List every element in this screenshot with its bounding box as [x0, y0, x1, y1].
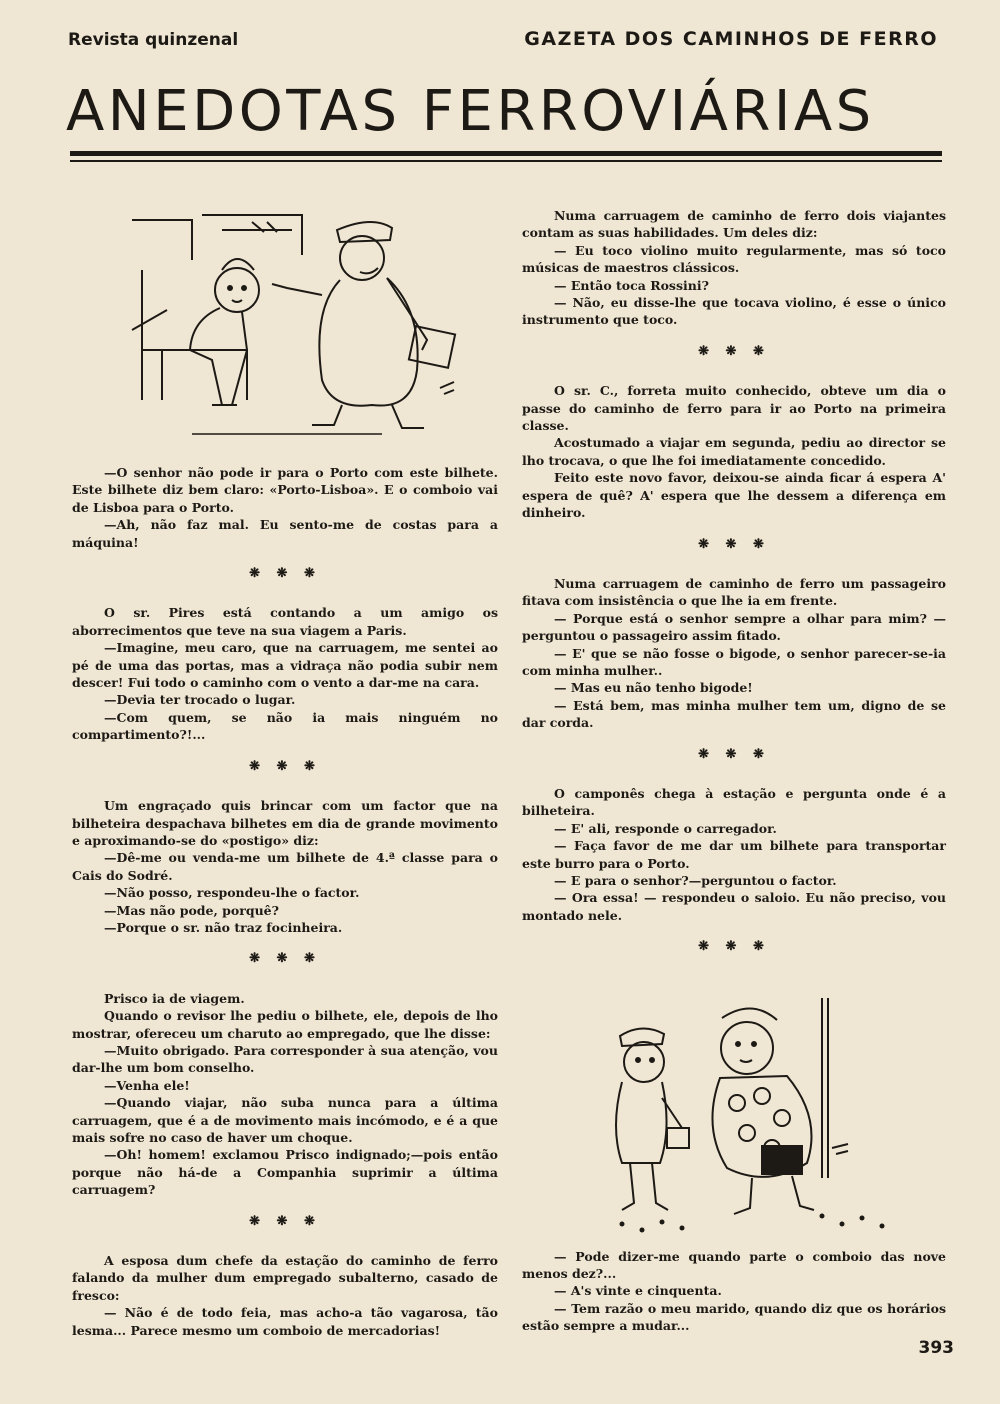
- separator: ❋ ❋ ❋: [698, 746, 770, 762]
- r-anecdote-1-para-1: Numa carruagem de caminho de ferro dois viajantes contam as suas habilidades. Um deles diz:: [522, 208, 946, 241]
- separator: ❋ ❋ ❋: [249, 1213, 321, 1229]
- r-anecdote-1-para-2: — Eu toco violino muito regularmente, mas só toco músicas de maestros clássicos.: [522, 242, 946, 276]
- anecdote-3-para-2: —Dê-me ou venda-me um bilhete de 4.ª classe para o Cais do Sodré.: [72, 850, 498, 883]
- r-anecdote-2-para-2: Acostumado a viajar em segunda, pediu ao director se lho trocava, o que lhe foi imediatamente concedido.: [522, 435, 946, 468]
- anecdote-2-para-4: —Com quem, se não ia mais ninguém no compartimento?!...: [72, 709, 498, 743]
- anecdote-3-para-4: —Mas não pode, porquê?: [104, 902, 279, 918]
- anecdote-4-para-3: —Muito obrigado. Para corresponder à sua atenção, vou dar-lhe um bom conselho.: [72, 1042, 498, 1076]
- cartoon-lady-conductor-illustration: [522, 978, 946, 1238]
- anecdote-3-para-1: Um engraçado quis brincar com um factor que na bilheteira despachava bilhetes em dia de grande movimento e aproximando-se do «postigo» diz:: [72, 798, 498, 848]
- anecdote-1-para-2: —Ah, não faz mal. Eu sento-me de costas para a máquina!: [72, 517, 498, 550]
- r-anecdote-4-para-2: — E' ali, responde o carregador.: [554, 820, 777, 836]
- anecdote-2-para-3: —Devia ter trocado o lugar.: [104, 692, 296, 708]
- anecdote-5-para-2: — Não é de todo feia, mas acho-a tão vagarosa, tão lesma... Parece mesmo um comboio de mercadorias!: [72, 1305, 498, 1338]
- page-title: ANEDOTAS FERROVIÁRIAS: [66, 79, 875, 144]
- separator: ❋ ❋ ❋: [698, 939, 770, 955]
- separator: ❋ ❋ ❋: [249, 758, 321, 774]
- r-anecdote-3-para-5: — Está bem, mas minha mulher tem um, digno de se dar corda.: [522, 697, 946, 731]
- cartoon-conductor-illustration: [72, 200, 498, 450]
- r-anecdote-3-para-3: — E' que se não fosse o bigode, o senhor parecer-se-ia com minha mulher..: [522, 645, 946, 678]
- r-anecdote-4-para-3: — Faça favor de me dar um bilhete para transportar este burro para o Porto.: [522, 838, 946, 871]
- anecdote-1-para-1: —O senhor não pode ir para o Porto com este bilhete. Este bilhete diz bem claro: «Porto-Lisboa». E o comboio vai de Lisboa para o Porto.: [72, 465, 498, 515]
- r-anecdote-3-para-2: — Porque está o senhor sempre a olhar para mim? — perguntou o passageiro assim fitado.: [522, 610, 946, 644]
- r-anecdote-3-para-1: Numa carruagem de caminho de ferro um passageiro fitava com insistência o que lhe ia em frente.: [522, 575, 946, 609]
- r-anecdote-1-para-4: — Não, eu disse-lhe que tocava violino, é esse o único instrumento que toco.: [522, 295, 946, 328]
- running-header: [68, 26, 938, 56]
- anecdote-4-para-5: —Quando viajar, não suba nunca para a última carruagem, que é a de movimento mais incómodo, e é a que mais sofre no caso de haver um choque.: [72, 1095, 498, 1145]
- r-anecdote-5-para-2: — A's vinte e cinquenta.: [554, 1283, 722, 1299]
- anecdote-5-para-1: A esposa dum chefe da estação do caminho de ferro falando da mulher dum empregado subalterno, casado de fresco:: [72, 1253, 498, 1303]
- right-column: [522, 207, 946, 1335]
- r-anecdote-2-para-3: Feito este novo favor, deixou-se ainda ficar á espera A' espera de quê? A' espera que lhe dessem a diferença em dinheiro.: [522, 470, 946, 521]
- r-anecdote-1-para-3: — Então toca Rossini?: [554, 277, 709, 293]
- title-rule-thin: [70, 160, 942, 162]
- anecdote-4-para-1: Prisco ia de viagem.: [104, 990, 245, 1006]
- header-right: GAZETA DOS CAMINHOS DE FERRO: [524, 28, 938, 50]
- r-anecdote-5-para-3: — Tem razão o meu marido, quando diz que os horários estão sempre a mudar...: [522, 1300, 946, 1334]
- r-anecdote-4-para-4: — E para o senhor?—perguntou o factor.: [554, 873, 837, 888]
- anecdote-3-para-5: —Porque o sr. não traz focinheira.: [104, 919, 343, 935]
- separator: ❋ ❋ ❋: [698, 343, 770, 359]
- separator: ❋ ❋ ❋: [698, 536, 770, 552]
- r-anecdote-5-para-1: — Pode dizer-me quando parte o comboio das nove menos dez?...: [522, 1248, 946, 1282]
- anecdote-3-para-3: —Não posso, respondeu-lhe o factor.: [104, 885, 360, 901]
- separator: ❋ ❋ ❋: [249, 566, 321, 582]
- left-column: [72, 200, 498, 1339]
- anecdote-4-para-4: —Venha ele!: [104, 1077, 190, 1093]
- r-anecdote-3-para-4: — Mas eu não tenho bigode!: [554, 680, 753, 696]
- anecdote-2-para-1: O sr. Pires está contando a um amigo os aborrecimentos que teve na sua viagem a Paris.: [72, 605, 498, 638]
- r-anecdote-2-para-1: O sr. C., forreta muito conhecido, obteve um dia o passe do caminho de ferro para ir ao Porto na primeira classe.: [522, 383, 946, 434]
- r-anecdote-4-para-5: — Ora essa! — respondeu o saloio. Eu não preciso, vou montado nele.: [522, 890, 946, 923]
- r-anecdote-4-para-1: O camponês chega à estação e pergunta onde é a bilheteira.: [522, 785, 946, 819]
- anecdote-4-para-6: —Oh! homem! exclamou Prisco indignado;—pois então porque não há-de a Companhia suprimir a última carruagem?: [72, 1147, 498, 1198]
- anecdote-4-para-2: Quando o revisor lhe pediu o bilhete, ele, depois de lho mostrar, ofereceu um charuto ao empregado, que lhe disse:: [72, 1008, 498, 1041]
- page-number: 393: [918, 1338, 954, 1358]
- anecdote-2-para-2: —Imagine, meu caro, que na carruagem, me sentei ao pé de uma das portas, mas a vidraça não podia subir nem descer! Fui todo o caminho com o vento a dar-me na cara.: [72, 640, 498, 691]
- title-rule-thick: [70, 151, 942, 156]
- header-left: Revista quinzenal: [68, 30, 239, 50]
- separator: ❋ ❋ ❋: [249, 951, 321, 967]
